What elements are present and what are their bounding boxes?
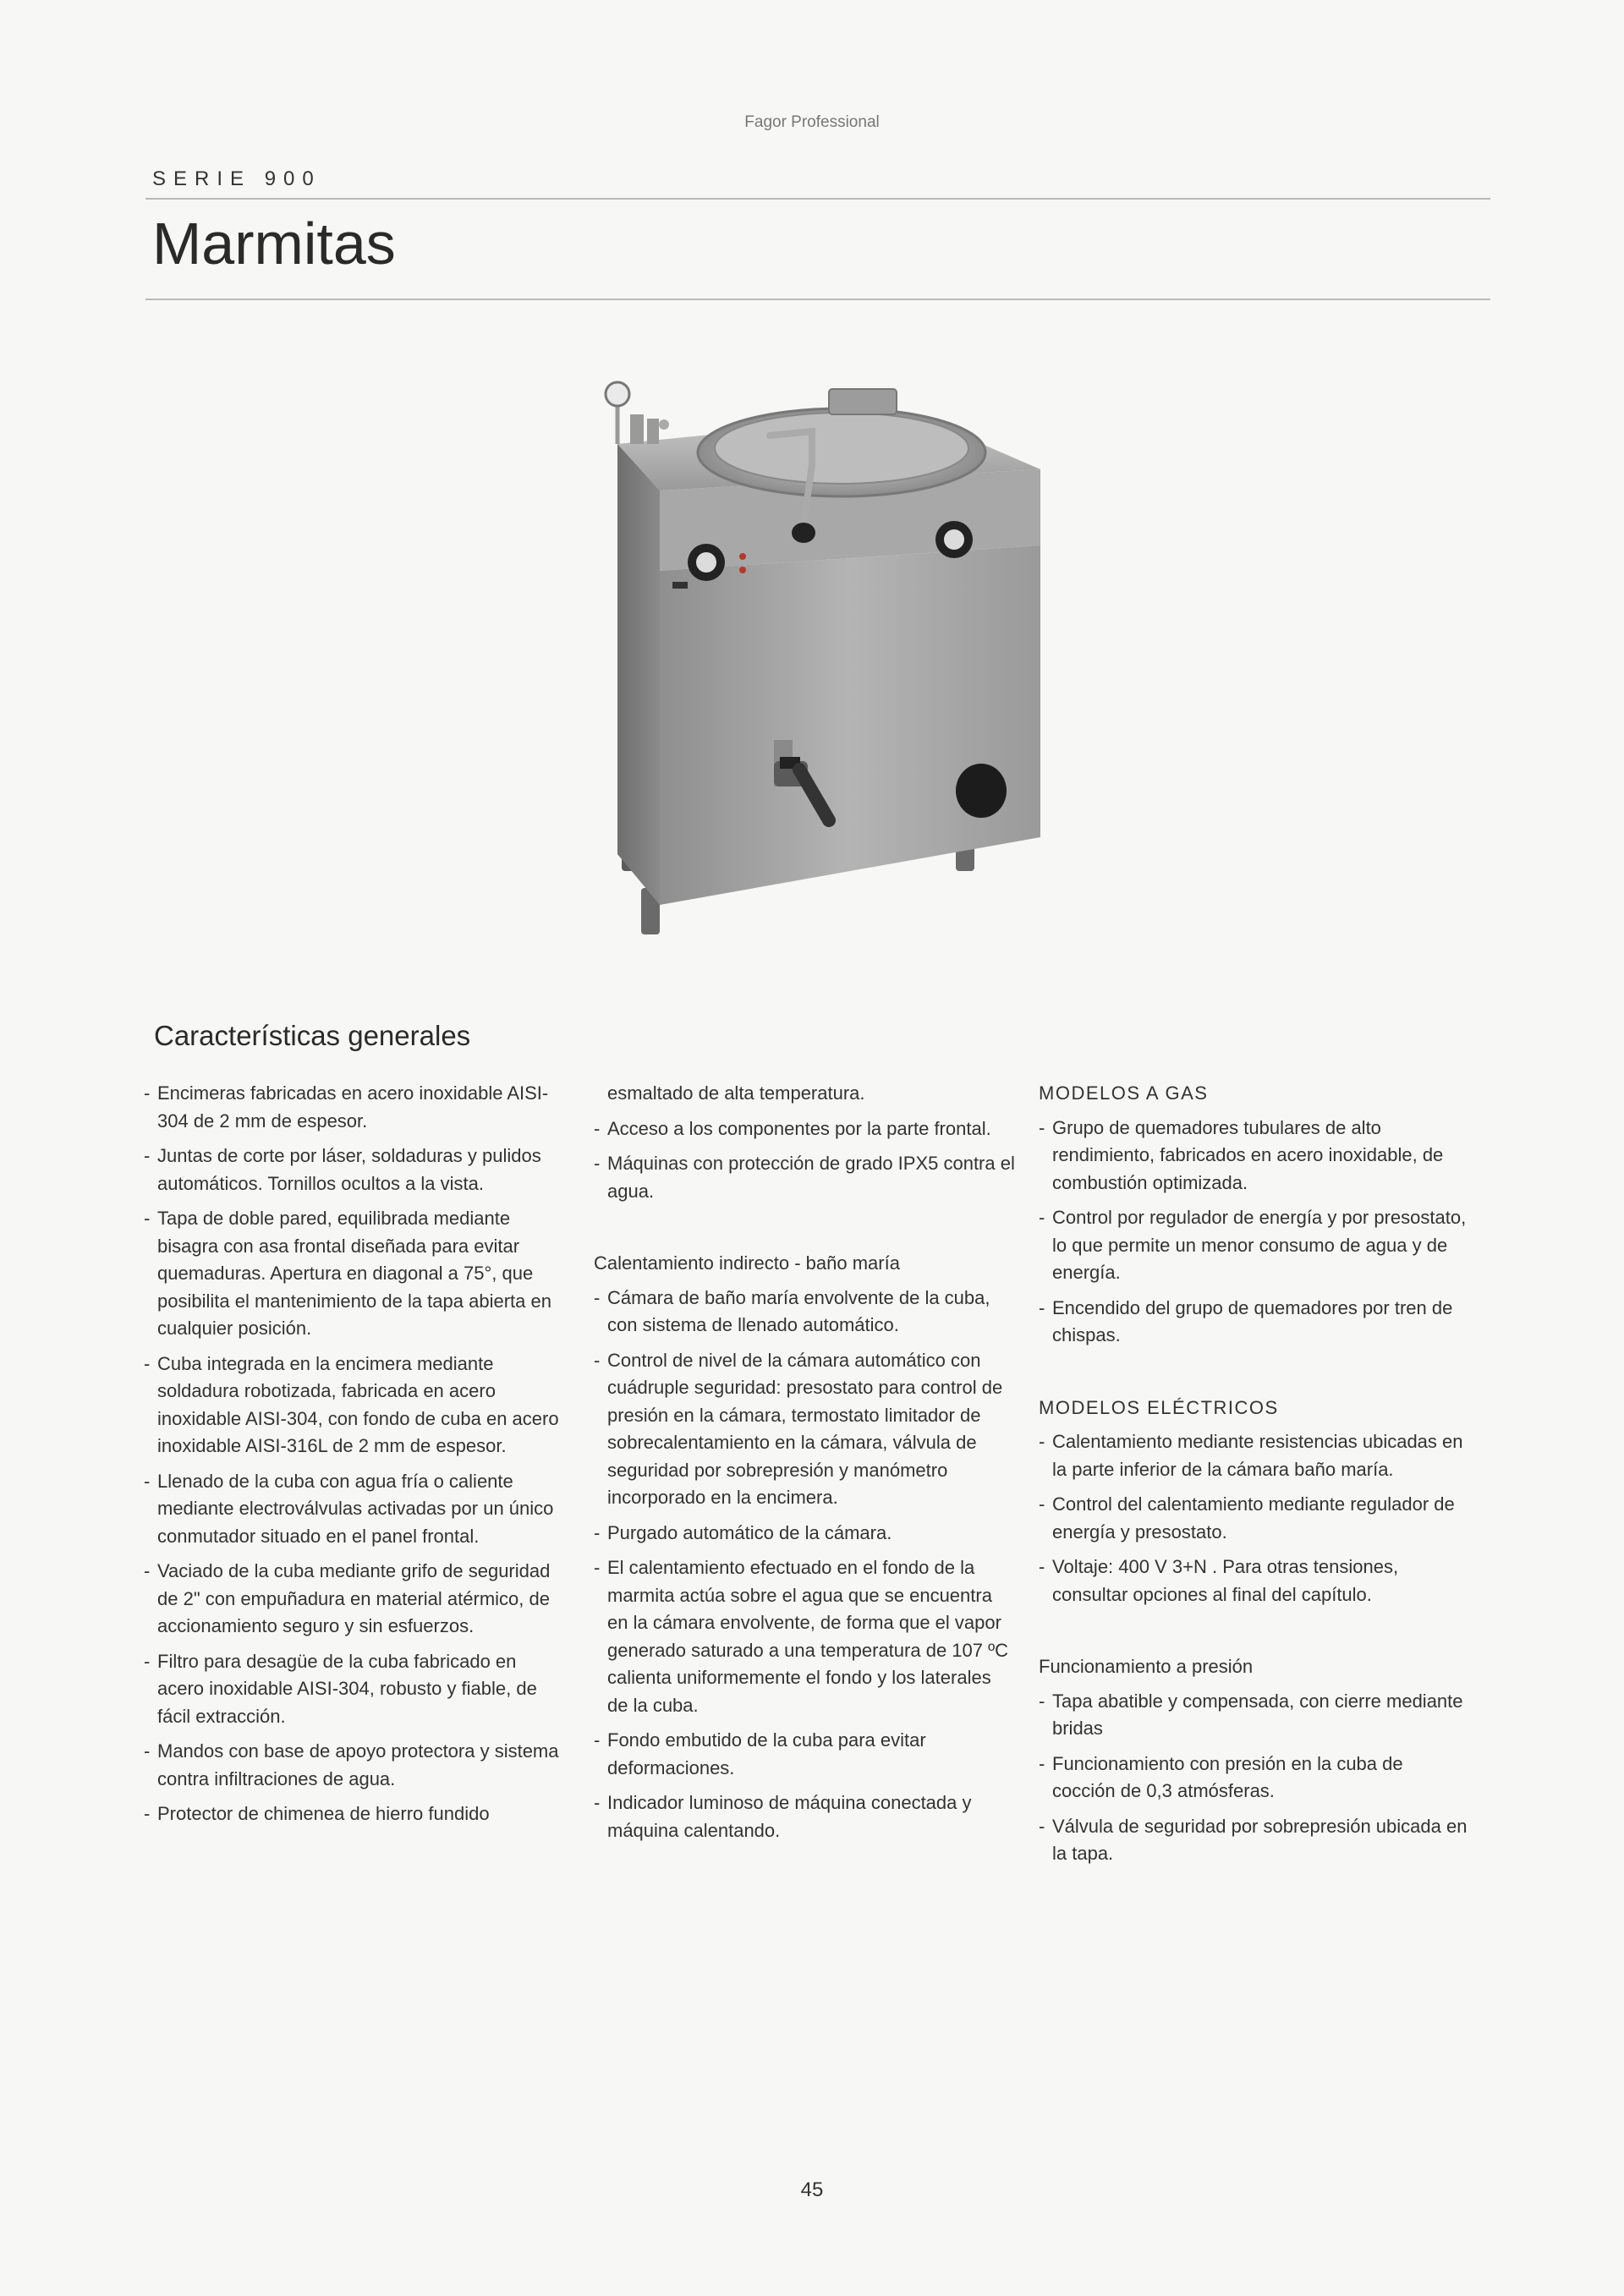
list-item: - Control de nivel de la cámara automático con cuádruple seguridad: presostato para control de presión en la cámara, termostato limitador de sobrecalentamiento en la cámara, válvula de seguridad por sobrepresión y manómetro incorporado en la encimera. <box>594 1347 1017 1512</box>
list-item: - Juntas de corte por láser, soldaduras y pulidos automáticos. Tornillos ocultos a la vista. <box>144 1143 567 1197</box>
list-item: - Mandos con base de apoyo protectora y sistema contra infiltraciones de agua. <box>144 1738 567 1793</box>
list-item: - Calentamiento mediante resistencias ubicadas en la parte inferior de la cámara baño maría. <box>1039 1428 1470 1483</box>
list-item: - Vaciado de la cuba mediante grifo de seguridad de 2" con empuñadura en material atérmico, de accionamiento seguro y sin esfuerzos. <box>144 1558 567 1641</box>
list-item: - El calentamiento efectuado en el fondo de la marmita actúa sobre el agua que se encuentra en la cámara envolvente, de forma que el vapor generado saturado a una temperatura de 107 ºC calienta uniformemente el fondo y los laterales de la cuba. <box>594 1554 1017 1719</box>
section-heading: Características generales <box>154 1020 471 1051</box>
list-item: - Máquinas con protección de grado IPX5 contra el agua. <box>594 1150 1017 1205</box>
list-item: - Control del calentamiento mediante regulador de energía y presostato. <box>1039 1491 1470 1546</box>
list-item: - Filtro para desagüe de la cuba fabricado en acero inoxidable AISI-304, robusto y fiable, de fácil extracción. <box>144 1648 567 1731</box>
series-label: SERIE 900 <box>152 167 321 190</box>
general-features-list <box>144 1080 567 1828</box>
general-features-list-continued <box>594 1080 1017 1205</box>
gas-models-heading: MODELOS A GAS <box>1039 1082 1209 1104</box>
brand-name: Fagor Professional <box>744 113 880 131</box>
list-item: - Encimeras fabricadas en acero inoxidable AISI-304 de 2 mm de espesor. <box>144 1080 567 1135</box>
gas-models-list <box>1039 1115 1470 1350</box>
list-item: - Indicador luminoso de máquina conectada y máquina calentando. <box>594 1789 1017 1844</box>
list-item: - Purgado automático de la cámara. <box>594 1520 1017 1548</box>
page-number: 45 <box>800 2178 824 2201</box>
list-item: - Funcionamiento con presión en la cuba de cocción de 0,3 atmósferas. <box>1039 1751 1470 1806</box>
list-item: - Voltaje: 400 V 3+N . Para otras tensiones, consultar opciones al final del capítulo. <box>1039 1553 1470 1608</box>
column-2 <box>594 1080 1017 1852</box>
list-item-continuation: esmaltado de alta temperatura. <box>607 1082 865 1104</box>
pressure-operation-list <box>1039 1688 1470 1868</box>
list-item: - Cuba integrada en la encimera mediante soldadura robotizada, fabricada en acero inoxidable AISI-304, con fondo de cuba en acero inoxidable AISI-316L de 2 mm de espesor. <box>144 1351 567 1460</box>
list-item: - Tapa abatible y compensada, con cierre mediante bridas <box>1039 1688 1470 1743</box>
indirect-heating-heading: Calentamiento indirecto - baño maría <box>594 1252 900 1274</box>
electric-models-heading: MODELOS ELÉCTRICOS <box>1039 1396 1279 1418</box>
column-1 <box>144 1080 567 1836</box>
pressure-operation-heading: Funcionamiento a presión <box>1039 1656 1254 1677</box>
list-item: - Encendido del grupo de quemadores por tren de chispas. <box>1039 1295 1470 1350</box>
kettle-product-image <box>558 364 1066 956</box>
column-3 <box>1039 1080 1470 1876</box>
indirect-heating-list <box>594 1285 1017 1845</box>
page-title: Marmitas <box>152 211 396 277</box>
list-item: - Válvula de seguridad por sobrepresión ubicada en la tapa. <box>1039 1813 1470 1868</box>
list-item: - Tapa de doble pared, equilibrada mediante bisagra con asa frontal diseñada para evitar quemaduras. Apertura en diagonal a 75°, que posibilita el mantenimiento de la tapa abierta en cualquier posición. <box>144 1205 567 1343</box>
list-item: - Cámara de baño maría envolvente de la cuba, con sistema de llenado automático. <box>594 1285 1017 1340</box>
list-item: - Control por regulador de energía y por presostato, lo que permite un menor consumo de agua y de energía. <box>1039 1204 1470 1287</box>
header-divider-bottom <box>145 299 1490 300</box>
list-item: - Grupo de quemadores tubulares de alto rendimiento, fabricados en acero inoxidable, de combustión optimizada. <box>1039 1115 1470 1197</box>
electric-models-list <box>1039 1428 1470 1608</box>
list-item: - Fondo embutido de la cuba para evitar deformaciones. <box>594 1727 1017 1782</box>
list-item: - Llenado de la cuba con agua fría o caliente mediante electroválvulas activadas por un único conmutador situado en el panel frontal. <box>144 1468 567 1551</box>
list-item: - Acceso a los componentes por la parte frontal. <box>594 1115 1017 1143</box>
list-item: - Protector de chimenea de hierro fundido <box>144 1800 567 1828</box>
header-divider-top <box>145 198 1490 200</box>
